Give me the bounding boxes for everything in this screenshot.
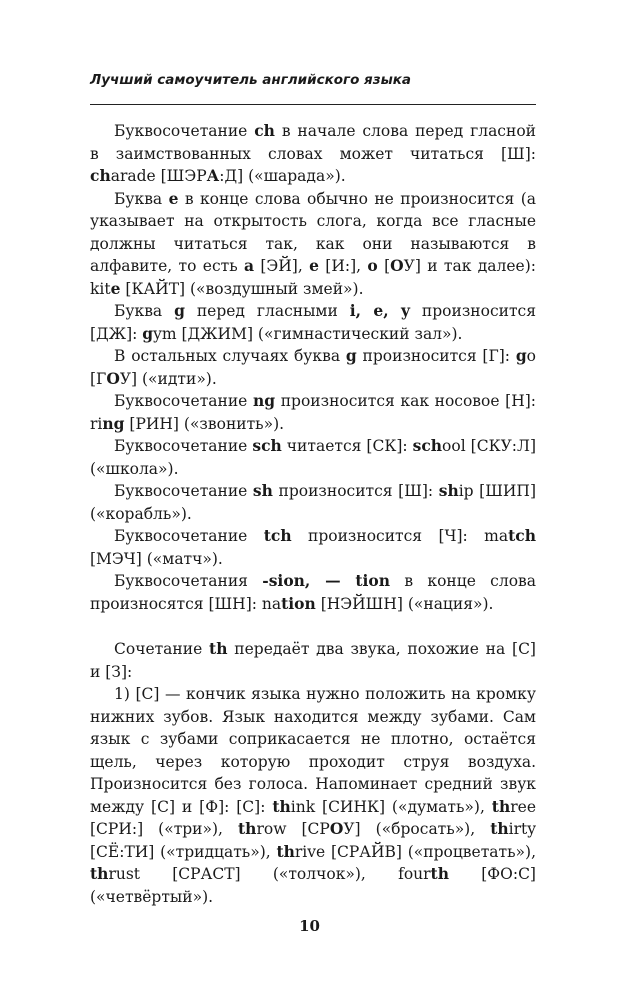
paragraph: Сочетание th передаёт два звука, похожие на [С] и [З]: bbox=[90, 639, 536, 681]
bold-term: sch bbox=[412, 436, 443, 455]
bold-term: g bbox=[174, 301, 185, 320]
bold-term: tch bbox=[508, 526, 536, 545]
bold-term: ng bbox=[102, 413, 125, 433]
paragraph: Буквосочетание sh произносится [Ш]: ship [ШИП] («корабль»). bbox=[90, 481, 536, 523]
paragraph: Буквосочетание tch произносится [Ч]: match [МЭЧ] («матч»). bbox=[90, 526, 536, 568]
bold-term: О bbox=[106, 368, 120, 388]
bold-term: th bbox=[209, 639, 228, 658]
header-rule bbox=[90, 104, 536, 105]
bold-term: o bbox=[367, 256, 378, 275]
bold-term: th bbox=[276, 841, 295, 861]
paragraph: Буквосочетание ng произносится как носовое [Н]: ring [РИН] («звонить»). bbox=[90, 391, 536, 433]
body-text bbox=[90, 120, 536, 908]
bold-term: tion bbox=[281, 593, 316, 613]
bold-term: a bbox=[243, 256, 255, 275]
bold-term: g bbox=[345, 346, 357, 365]
paragraph: Буквосочетание sch читается [СК]: school [СКУ:Л] («школа»). bbox=[90, 436, 536, 478]
paragraph: Буквосочетание ch в начале слова перед гласной в заимствованных словах может читаться [Ш]: charade [ШЭРА:Д] («шарада»). bbox=[90, 121, 536, 185]
bold-term: sh bbox=[438, 481, 459, 500]
paragraph: Буквосочетания -sion, — tion в конце слова произносятся [ШН]: nation [НЭЙШН] («нация»). bbox=[90, 571, 537, 613]
bold-term: О bbox=[329, 819, 344, 838]
page-number: 10 bbox=[299, 917, 320, 935]
bold-term: th bbox=[90, 864, 109, 883]
bold-term: g bbox=[142, 323, 154, 343]
bold-term: ch bbox=[254, 121, 275, 140]
bold-term: e bbox=[110, 278, 121, 298]
running-header: Лучший самоучитель английского языка bbox=[90, 72, 412, 88]
bold-term: th bbox=[490, 819, 509, 838]
paragraph: В остальных случаях буква g произносится [Г]: go [ГОУ] («идти»). bbox=[90, 346, 536, 388]
bold-term: ch bbox=[90, 166, 111, 185]
bold-term: th bbox=[238, 819, 257, 838]
bold-term: О bbox=[390, 256, 404, 275]
paragraph: Буква g перед гласными i, e, y произносится [ДЖ]: gym [ДЖИМ] («гимнастический зал»). bbox=[90, 301, 536, 343]
paragraph: Буква e в конце слова обычно не произносится (а указывает на открытость слога, когда все гласные должны читаться так, как они называются в алфавите, то есть a [ЭЙ], e [И:], o [ОУ] и так далее): kite [КАЙТ] («воздушный змей»). bbox=[90, 188, 537, 298]
bold-term: th bbox=[272, 796, 291, 816]
bold-term: th bbox=[491, 796, 511, 816]
bold-term: -sion, — tion bbox=[262, 571, 391, 590]
bold-term: ng bbox=[252, 391, 276, 410]
bold-term: sch bbox=[252, 436, 282, 455]
paragraph: 1) [С] — кончик языка нужно положить на кромку нижних зубов. Язык находится между зубами. Сам язык с зубами соприкасается не плотно, остаётся щель, через которую проходит струя воздуха. Произносится без голоса. Напоминает средний звук между [С] и [Ф]: [С]: think [СИНК] («думать»), three [СРИ:] («три»), throw [СРОУ] («бросать»), thirty [СЁ:ТИ] («тридцать»), thrive [СРАЙВ] («процветать»), thrust [СРАСТ] («толчок»), fourth [ФО:С] («четвёртый»). bbox=[90, 685, 536, 906]
bold-term: e bbox=[168, 188, 179, 208]
bold-term: e bbox=[309, 256, 319, 275]
bold-term: tch bbox=[263, 526, 292, 545]
bold-term: А bbox=[206, 166, 220, 185]
bold-term: g bbox=[515, 346, 527, 365]
bold-term: sh bbox=[252, 481, 273, 500]
bold-term: th bbox=[430, 864, 449, 883]
bold-term: i, e, y bbox=[349, 301, 411, 320]
